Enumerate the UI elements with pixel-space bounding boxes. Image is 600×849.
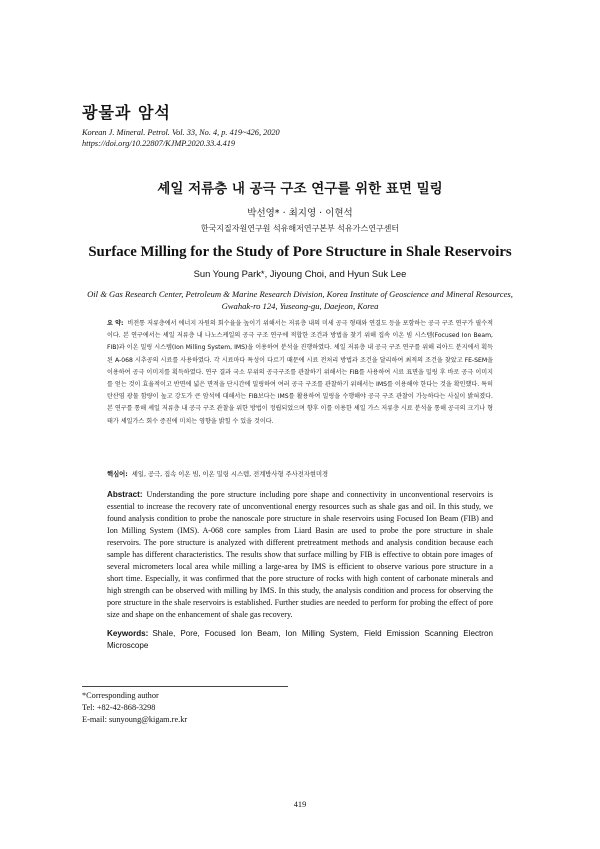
english-abstract-label: Abstract: — [107, 490, 143, 499]
page-number: 419 — [293, 800, 307, 809]
korean-keywords-text: 셰일, 공극, 집속 이온 빔, 이온 밀링 시스템, 전계방사형 주사전자현미경 — [131, 471, 329, 478]
korean-authors: 박선영* · 최지영 · 이현석 — [247, 208, 353, 219]
korean-title: 셰일 저류층 내 공극 구조 연구를 위한 표면 밀링 — [157, 181, 443, 197]
english-authors: Sun Young Park*, Jiyoung Choi, and Hyun Suk Lee — [193, 268, 407, 279]
footnote-divider — [82, 686, 288, 687]
korean-abstract — [107, 318, 493, 428]
english-keywords — [107, 628, 493, 652]
english-abstract — [107, 489, 493, 621]
korean-abstract-text: 비전통 저류층에서 에너지 자원의 회수율을 높이기 위해서는 저류층 내의 미세 공극 형태와 연결도 등을 포함하는 공극 구조 연구가 필수적이다. 본 연구에서는 셰일 저류층 내 나노스케일의 공극 구조 연구에 적합한 조건과 방법을 찾기 위해 집속 이온 빔 시스템(Focused Ion Beam, FIB)과 이온 밀링 시스템(Ion Milling System, IMS)을 이용하여 분석을 진행하였다. 셰일 저류층 내 공극 구조 연구를 위해 리아드 분지에서 획득된 A-068 시추공의 시료를 사용하였다. 각 시료마다 특성이 다르기 때문에 시료 전처리 방법과 조건을 달리하여 최적의 조건을 찾았고 FE-SEM을 이용하여 공극 이미지를 획득하였다. 연구 결과 국소 부위의 공극구조를 관찰하기 위해서는 FIB를 사용하여 시료 표면을 밀링 후 바로 공극 이미지를 얻는 것이 효율적이고 반면에 넓은 면적을 단시간에 밀링하여 여러 공극 구조를 관찰하기 위해서는 IMS를 이용해야 한다는 것을 확인했다. 특히 탄산염 광물 함량이 높고 강도가 큰 암석에 대해서는 FIB보다는 IMS를 활용하여 밀링을 수행해야 공극 구조 관찰이 가능하다는 사실이 밝혀졌다. 본 연구를 통해 셰일 저류층 내 공극 구조 관찰을 위한 방법이 정립되었으며 향후 이를 이용한 셰일 가스 저류층 시료 분석을 통해 공극의 크기나 형태가 셰일가스 회수 증진에 미치는 영향을 밝힐 수 있을 것이다. — [107, 320, 494, 425]
english-keywords-label: Keywords: — [107, 629, 149, 638]
korean-abstract-label: 요 약: — [107, 320, 124, 327]
journal-citation — [82, 127, 280, 149]
english-affiliation: Oil & Gas Research Center, Petroleum & Marine Research Division, Korea Institute of Geoscience and Mineral Resources, Gwahak-ro 124, Yuseong-gu, Daejeon, Korea — [87, 289, 513, 311]
footnote — [82, 690, 187, 726]
footnote-corresponding-author: *Corresponding author — [82, 691, 159, 700]
korean-keywords-label: 핵심어: — [107, 471, 128, 478]
footnote-telephone: Tel: +82-42-868-3298 — [82, 703, 156, 712]
journal-title: 광물과 암석 — [82, 103, 171, 122]
korean-keywords — [107, 469, 493, 481]
citation-doi-line: https://doi.org/10.22807/KJMP.2020.33.4.419 — [82, 139, 236, 148]
english-title: Surface Milling for the Study of Pore Structure in Shale Reservoirs — [88, 244, 512, 260]
footnote-email: E-mail: sunyoung@kigam.re.kr — [82, 715, 188, 724]
citation-volume-line: Korean J. Mineral. Petrol. Vol. 33, No. 4, p. 419~426, 2020 — [82, 128, 280, 137]
english-abstract-text: Understanding the pore structure including pore shape and connectivity in unconventional reservoirs is essential to increase the recovery rate of unconventional energy resources such as shale gas and oil. In this study, we found analysis condition to probe the nanoscale pore structure in shale reservoirs using Focused Ion Beam (FIB) and Ion Milling System (IMS). A-068 core samples from Liard Basin are used to probe the pore structure in shale reservoirs. The pore structure is analyzed with different pretreatment methods and analysis condition because each sample has different characteristics. The results show that surface milling by FIB is effective to obtain pore images of several micrometers local area while milling a large-area by IMS is efficient to observe various pore structure in a short time. Especially, it was confirmed that the pore structure of rocks with high content of carbonate minerals and high strength can be observed with milling by IMS. In this study, the analysis condition and process for observing the pore structure in the shale reservoirs is established. Further studies are needed to perform for probing the effect of pore size and shape on the enhancement of shale gas recovery. — [107, 490, 493, 619]
english-keywords-text: Shale, Pore, Focused Ion Beam, Ion Milling System, Field Emission Scanning Electron Microscope — [107, 629, 493, 650]
korean-affiliation: 한국지질자원연구원 석유해저연구본부 석유가스연구센터 — [200, 224, 400, 233]
